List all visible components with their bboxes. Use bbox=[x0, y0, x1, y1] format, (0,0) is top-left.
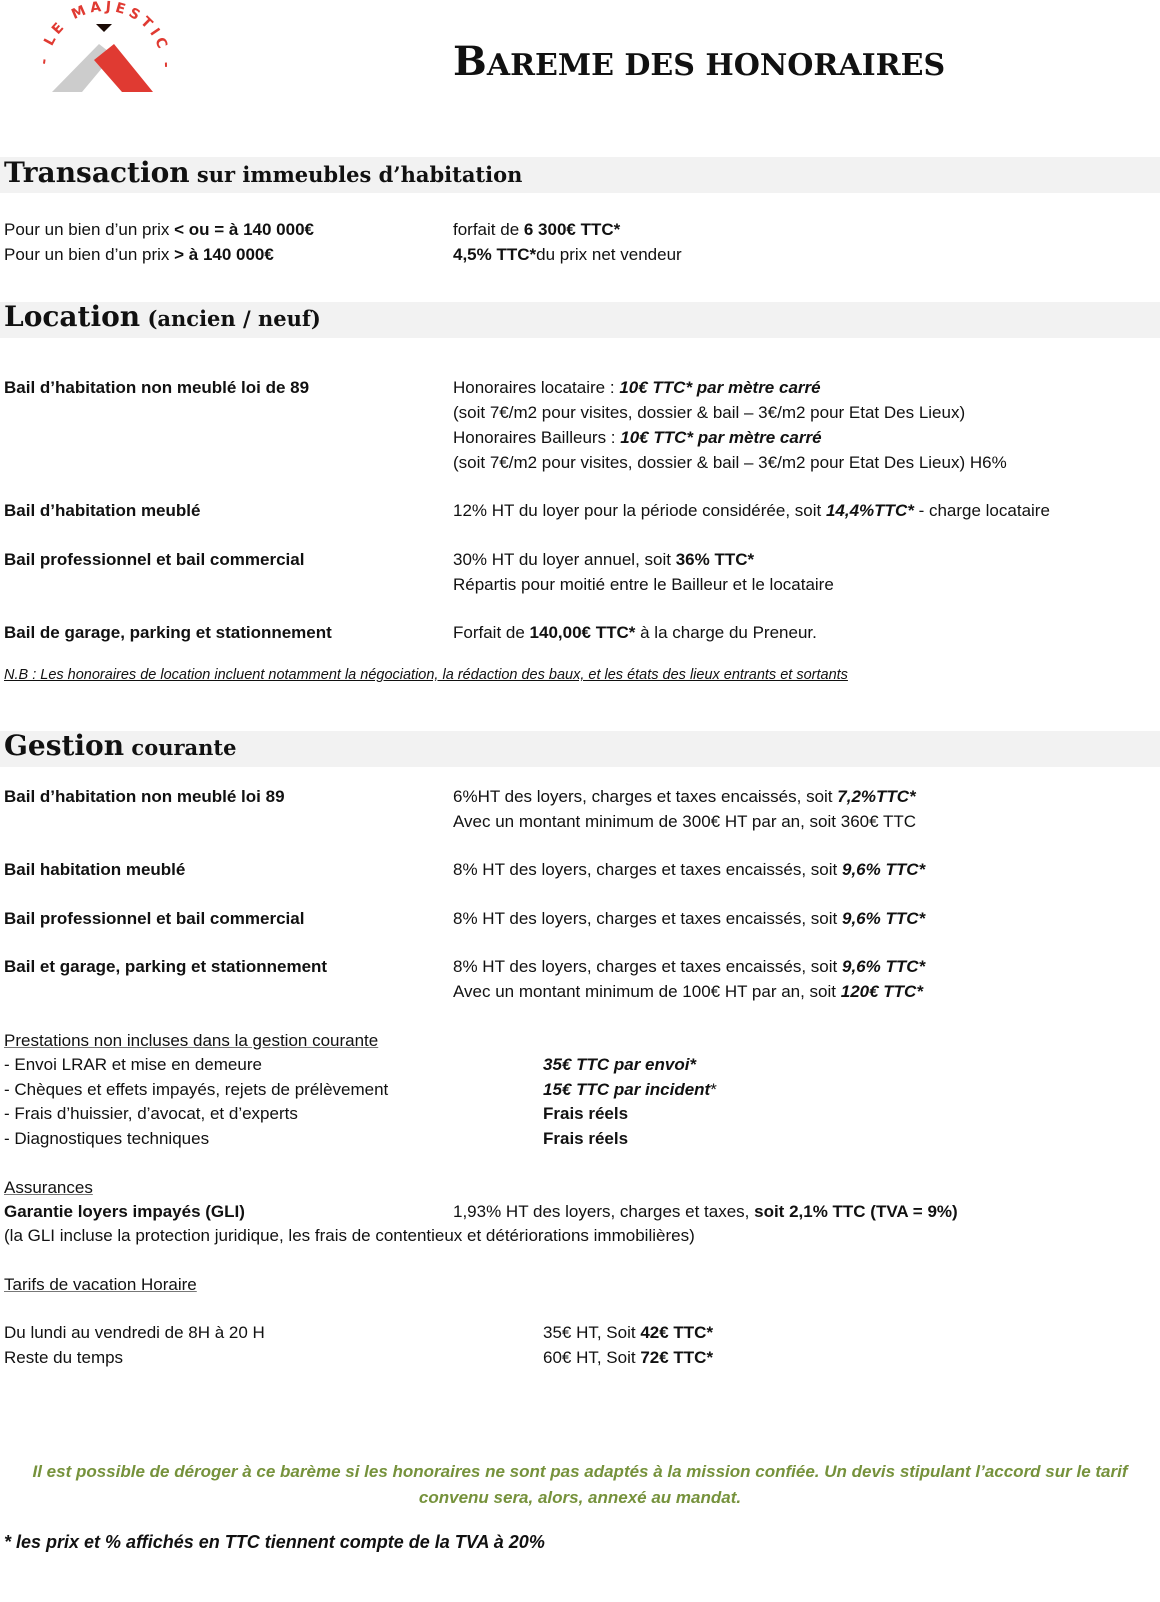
logo-text: LE MAJESTIC bbox=[41, 0, 170, 55]
section-heading-transaction: Transaction sur immeubles d’habitation bbox=[4, 156, 523, 189]
location-item-label: Bail d’habitation non meublé loi de 89 bbox=[4, 378, 310, 397]
assurances-title: Assurances bbox=[4, 1178, 93, 1197]
transaction-row-value: 4,5% TTC*du prix net vendeur bbox=[453, 245, 682, 264]
gestion-item-value: 8% HT des loyers, charges et taxes encaissés, soit 9,6% TTC* Avec un montant minimum de 100€ HT par an, soit 120€ TTC* bbox=[453, 957, 926, 1001]
prestation-label: - Chèques et effets impayés, rejets de prélèvement bbox=[4, 1080, 389, 1099]
transaction-row-label: Pour un bien d’un prix > à 140 000€ bbox=[4, 245, 274, 264]
vacation-value: 60€ HT, Soit 72€ TTC* bbox=[543, 1348, 714, 1367]
gestion-item-value: 6%HT des loyers, charges et taxes encaissés, soit 7,2%TTC* Avec un montant minimum de 300€ HT par an, soit 360€ TTC bbox=[453, 787, 917, 831]
prestations-title: Prestations non incluses dans la gestion courante bbox=[4, 1031, 379, 1050]
location-item-label: Bail professionnel et bail commercial bbox=[4, 550, 305, 569]
prestation-value: 35€ TTC par envoi* bbox=[543, 1055, 697, 1074]
assurance-note: (la GLI incluse la protection juridique, les frais de contentieux et détériorations immobilières) bbox=[4, 1226, 695, 1245]
page-title: BAREME DES HONORAIRES bbox=[453, 38, 946, 85]
assurance-label: Garantie loyers impayés (GLI) bbox=[4, 1202, 245, 1221]
prestation-label: - Envoi LRAR et mise en demeure bbox=[4, 1055, 262, 1074]
gestion-item-label: Bail habitation meublé bbox=[4, 860, 186, 879]
location-item-value: Honoraires locataire : 10€ TTC* par mètre carré (soit 7€/m2 pour visites, dossier & bail – 3€/m2 pour Etat Des Lieux) Honoraires Bailleurs : 10€ TTC* par mètre carré (soit 7€/m2 pour visites, dossier & bail – 3€/m2 pour Etat Des Lieux) H6% bbox=[453, 378, 1007, 472]
prestation-label: - Diagnostiques techniques bbox=[4, 1129, 210, 1148]
prestation-value: Frais réels bbox=[543, 1129, 629, 1148]
prestation-value: Frais réels bbox=[543, 1104, 629, 1123]
vacation-value: 35€ HT, Soit 42€ TTC* bbox=[543, 1323, 714, 1342]
gestion-item-label: Bail et garage, parking et stationnement bbox=[4, 957, 328, 976]
disclaimer: Il est possible de déroger à ce barème si les honoraires ne sont pas adaptés à la mission confiée. Un devis stipulant l’accord sur le tarif convenu sera, alors, annexé au mandat. bbox=[32, 1462, 1128, 1507]
location-note: N.B : Les honoraires de location incluent notamment la négociation, la rédaction des baux, et les états des lieux entrants et sortants bbox=[4, 667, 848, 683]
gestion-item-value: 8% HT des loyers, charges et taxes encaissés, soit 9,6% TTC* bbox=[453, 860, 926, 879]
vacation-title: Tarifs de vacation Horaire bbox=[4, 1275, 197, 1294]
location-item-value: Forfait de 140,00€ TTC* à la charge du Preneur. bbox=[453, 623, 817, 642]
vacation-label: Reste du temps bbox=[4, 1348, 124, 1367]
location-item-value: 12% HT du loyer pour la période considérée, soit 14,4%TTC* - charge locataire bbox=[453, 501, 1050, 520]
prestation-label: - Frais d’huissier, d’avocat, et d’experts bbox=[4, 1104, 298, 1123]
assurance-value: 1,93% HT des loyers, charges et taxes, soit 2,1% TTC (TVA = 9%) bbox=[453, 1202, 958, 1221]
prestation-value: 15€ TTC par incident* bbox=[543, 1080, 717, 1099]
location-item-value: 30% HT du loyer annuel, soit 36% TTC* Répartis pour moitié entre le Bailleur et le locataire bbox=[453, 550, 834, 594]
section-heading-gestion: Gestion courante bbox=[4, 729, 237, 762]
section-heading-location: Location (ancien / neuf) bbox=[4, 300, 321, 333]
footnote: * les prix et % affichés en TTC tiennent compte de la TVA à 20% bbox=[4, 1532, 545, 1552]
gestion-item-label: Bail d’habitation non meublé loi 89 bbox=[4, 787, 285, 806]
gestion-item-label: Bail professionnel et bail commercial bbox=[4, 909, 305, 928]
company-logo bbox=[40, 0, 170, 100]
vacation-label: Du lundi au vendredi de 8H à 20 H bbox=[4, 1323, 265, 1342]
location-item-label: Bail d’habitation meublé bbox=[4, 501, 201, 520]
location-item-label: Bail de garage, parking et stationnement bbox=[4, 623, 332, 642]
transaction-row-value: forfait de 6 300€ TTC* bbox=[453, 220, 621, 239]
gestion-item-value: 8% HT des loyers, charges et taxes encaissés, soit 9,6% TTC* bbox=[453, 909, 926, 928]
transaction-row-label: Pour un bien d’un prix < ou = à 140 000€ bbox=[4, 220, 314, 239]
